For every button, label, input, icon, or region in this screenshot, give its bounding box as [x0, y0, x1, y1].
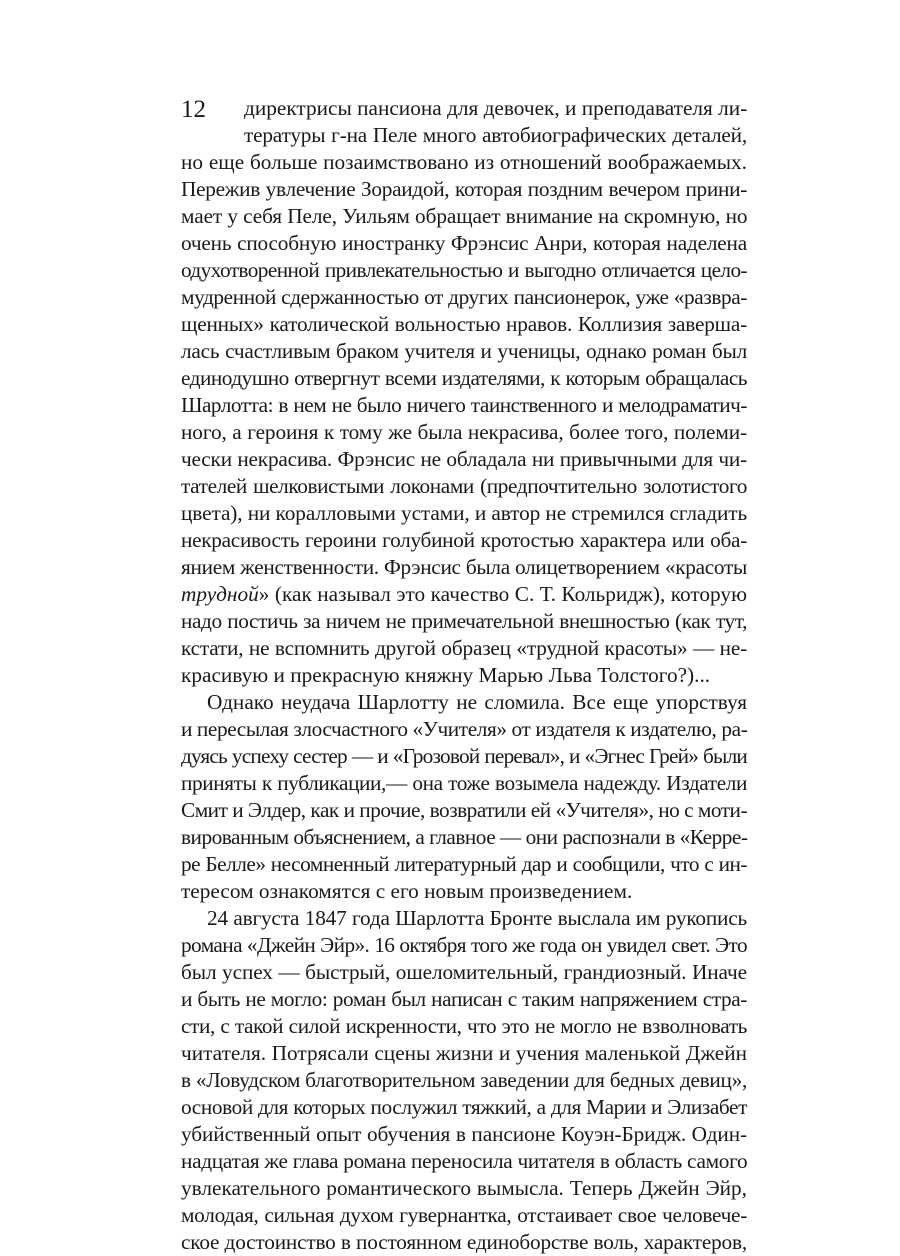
text-line: мает у себя Пеле, Уильям обращает внимание на скромную, но	[181, 204, 748, 228]
text-line: Шарлотта: в нем не было ничего таинственного и мелодраматич-	[181, 393, 747, 417]
page-number: 12	[181, 96, 206, 123]
text-line: чески некрасива. Фрэнсис не обладала ни привычными для чи-	[181, 447, 747, 471]
text-line: Пережив увлечение Зораидой, которая поздним вечером прини-	[181, 177, 747, 201]
text-line: романа «Джейн Эйр». 16 октября того же года он увидел свет. Это	[181, 933, 747, 957]
text-line: красивую и прекрасную княжну Марью Льва Толстого?)...	[181, 663, 711, 687]
text-line: вированным объяснением, а главное — они распознали в «Керре-	[181, 825, 748, 849]
text-line: ного, а героиня к тому же была некрасива, более того, полеми-	[181, 420, 747, 444]
text-line: некрасивость героини голубиной кротостью характера или оба-	[181, 528, 747, 552]
body-text	[181, 95, 747, 1256]
text-line: ское достоинство в постоянном единоборстве воль, характеров,	[181, 1230, 747, 1254]
text-line: тателей шелковистыми локонами (предпочтительно золотистого	[181, 474, 747, 498]
text-line: но еще больше позаимствовано из отношений воображаемых.	[181, 150, 747, 174]
text-line: убийственный опыт обучения в пансионе Коуэн-Бридж. Один-	[181, 1122, 747, 1146]
text-line: тересом ознакомятся с его новым произведением.	[181, 879, 633, 903]
text-line: Однако неудача Шарлотту не сломила. Все еще упорствуя	[207, 690, 747, 714]
text-line: щенных» католической вольностью нравов. Коллизия заверша-	[181, 312, 747, 336]
text-line-with-italic	[181, 581, 747, 608]
text-line: был успех — быстрый, ошеломительный, грандиозный. Иначе	[181, 960, 747, 984]
text-line: 24 августа 1847 года Шарлотта Бронте выслала им рукопись	[207, 906, 747, 930]
text-line: надцатая же глава романа переносила читателя в область самого	[181, 1149, 748, 1173]
text-line: приняты к публикации,— она тоже возымела надежду. Издатели	[181, 771, 747, 795]
text-line: мудренной сдержанностью от других пансионерок, уже «развра-	[181, 285, 747, 309]
text-line: надо постичь за ничем не примечательной внешностью (как тут,	[181, 609, 747, 633]
text-line: молодая, сильная духом гувернантка, отстаивает свое человече-	[181, 1203, 747, 1227]
text-line: в «Ловудском благотворительном заведении для бедных девиц»,	[181, 1068, 747, 1092]
text-line: лась счастливым браком учителя и ученицы, однако роман был	[181, 339, 747, 363]
text-line: янием женственности. Фрэнсис была олицетворением «красоты	[181, 555, 747, 579]
text-line: очень способную иностранку Фрэнсис Анри, которая наделена	[181, 231, 747, 255]
text-line: цвета), ни коралловыми устами, и автор не стремился сгладить	[181, 501, 748, 525]
text-line: кстати, не вспомнить другой образец «трудной красоты» — не-	[181, 636, 747, 660]
text-line: увлекательного романтического вымысла. Теперь Джейн Эйр,	[181, 1176, 747, 1200]
italic-word: трудной	[181, 582, 259, 606]
text-line: основой для которых послужил тяжкий, а для Марии и Элизабет	[181, 1095, 747, 1119]
text-line: единодушно отвергнут всеми издателями, к которым обращалась	[181, 366, 747, 390]
text-line: сти, с такой силой искренности, что это не могло не взволновать	[181, 1014, 747, 1038]
text-line: директрисы пансиона для девочек, и преподавателя ли-	[244, 96, 748, 120]
text-line: тературы г-на Пеле много автобиографических деталей,	[244, 123, 747, 147]
text-line: и быть не могло: роман был написан с таким напряжением стра-	[181, 987, 747, 1011]
text-line: ре Белле» несомненный литературный дар и сообщили, что с ин-	[181, 852, 747, 876]
text-line: одухотворенной привлекательностью и выгодно отличается цело-	[181, 258, 747, 282]
text-line: Смит и Элдер, как и прочие, возвратили ей «Учителя», но с моти-	[181, 798, 748, 822]
text-line: дуясь успеху сестер — и «Грозовой перевал», и «Эгнес Грей» были	[181, 744, 747, 768]
text-line: читателя. Потрясали сцены жизни и учения маленькой Джейн	[181, 1041, 747, 1065]
line-remainder: » (как называл это качество С. Т. Кольридж), которую	[258, 582, 747, 606]
text-line: и пересылая злосчастного «Учителя» от издателя к издателю, ра-	[181, 717, 748, 741]
